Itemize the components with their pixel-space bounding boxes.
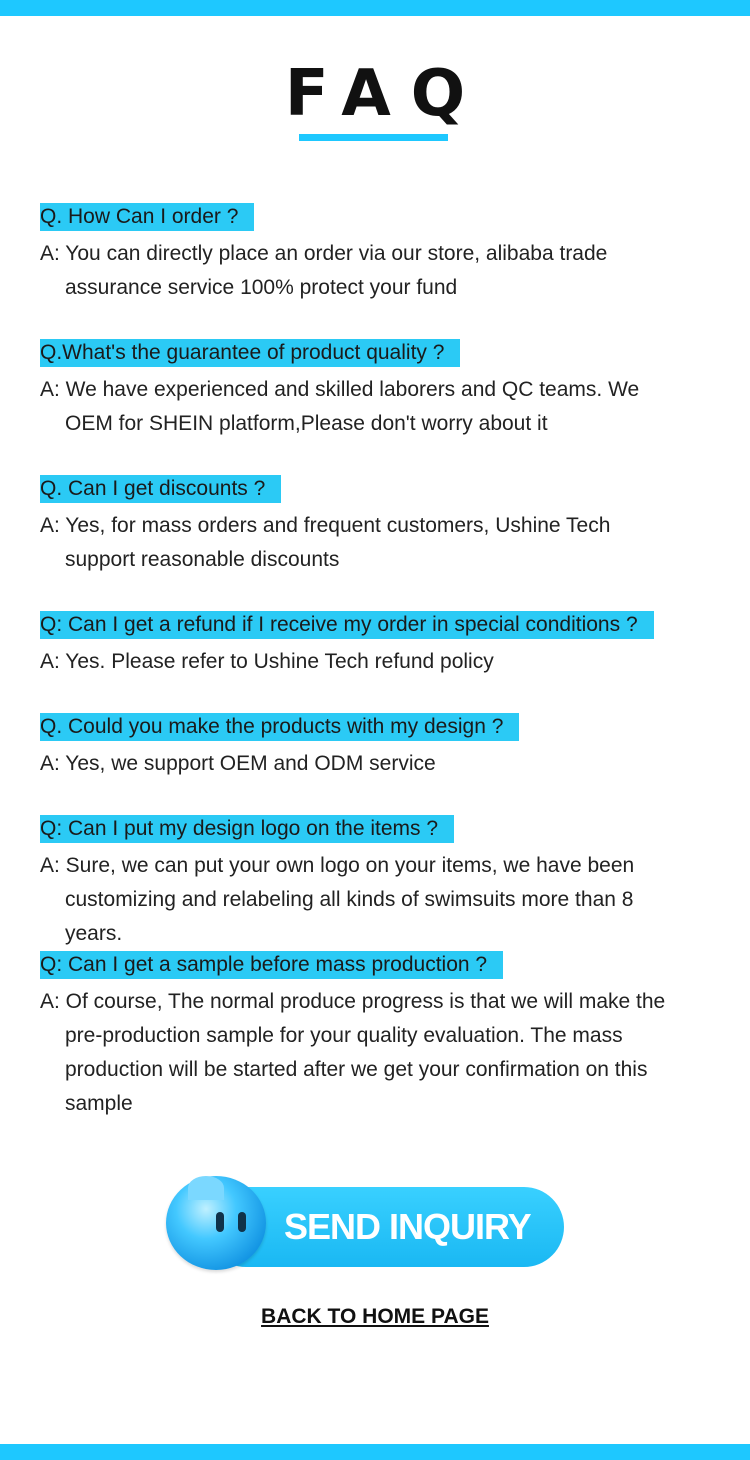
faq-question: Q. Can I get discounts ?: [40, 475, 281, 503]
faq-answer: A: Yes, for mass orders and frequent customers, Ushine Tech support reasonable discounts: [40, 514, 611, 571]
faq-item: [40, 608, 720, 679]
faq-question: Q: Can I get a refund if I receive my order in special conditions ?: [40, 611, 654, 639]
faq-item: [40, 948, 720, 1121]
faq-question: Q. How Can I order ?: [40, 203, 254, 231]
faq-answer: A: We have experienced and skilled laborers and QC teams. We OEM for SHEIN platform,Please don't worry about it: [40, 378, 640, 435]
faq-item: [40, 812, 720, 951]
back-to-home-link[interactable]: BACK TO HOME PAGE: [261, 1305, 489, 1328]
faq-question: Q: Can I put my design logo on the items ?: [40, 815, 454, 843]
back-to-home-link-wrap: [0, 1305, 750, 1329]
faq-item: [40, 200, 720, 305]
mascot-eye-left: [216, 1212, 224, 1232]
send-inquiry-label[interactable]: SEND INQUIRY: [284, 1206, 531, 1247]
bottom-accent-band: [0, 1444, 750, 1460]
faq-question: Q: Can I get a sample before mass production ?: [40, 951, 503, 979]
faq-item: [40, 710, 720, 781]
title-underline: [299, 134, 448, 141]
faq-answer: A: Of course, The normal produce progress is that we will make the pre-production sample for your quality evaluation. The mass production will be started after we get your confirmation on this sample: [40, 990, 666, 1115]
mascot-eye-right: [238, 1212, 246, 1232]
faq-answer: A: You can directly place an order via our store, alibaba trade assurance service 100% protect your fund: [40, 242, 608, 299]
faq-item: [40, 472, 720, 577]
faq-answer: A: Yes. Please refer to Ushine Tech refund policy: [40, 650, 494, 673]
send-inquiry-button[interactable]: [166, 1166, 566, 1272]
mascot-ear: [188, 1176, 224, 1200]
faq-answer: A: Sure, we can put your own logo on your items, we have been customizing and relabeling all kinds of swimsuits more than 8 years.: [40, 854, 635, 945]
faq-item: [40, 336, 720, 441]
page-title: FAQ: [284, 57, 486, 131]
faq-question: Q. Could you make the products with my design ?: [40, 713, 519, 741]
faq-answer: A: Yes, we support OEM and ODM service: [40, 752, 436, 775]
chat-bubble-mascot-icon: [166, 1176, 266, 1270]
faq-question: Q.What's the guarantee of product quality ?: [40, 339, 460, 367]
top-accent-band: [0, 0, 750, 16]
